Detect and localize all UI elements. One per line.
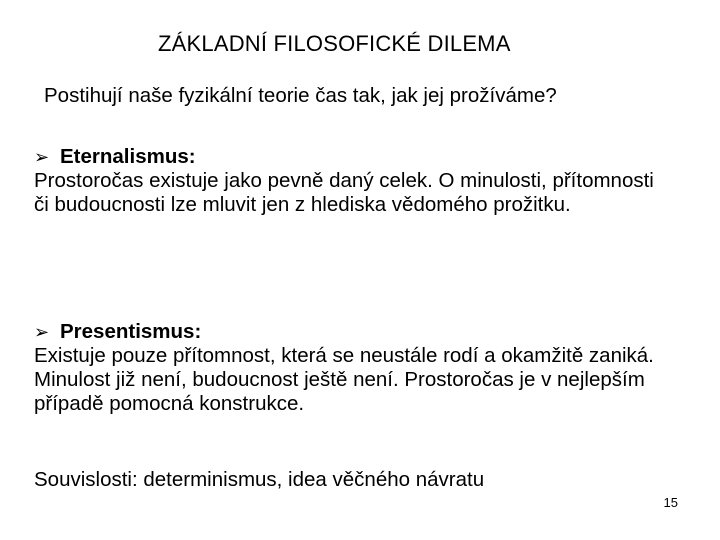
arrow-bullet-icon: ➢: [34, 322, 50, 342]
section-heading: Eternalismus:: [60, 145, 196, 168]
section-heading-line: [34, 145, 674, 169]
slide-question: Postihují naše fyzikální teorie čas tak, jak jej prožíváme?: [44, 84, 557, 107]
section-eternalismus: [34, 145, 674, 217]
section-heading-line: [34, 320, 674, 344]
section-text: Existuje pouze přítomnost, která se neustále rodí a okamžitě zaniká. Minulost již není, budoucnost ještě není. Prostoročas je v nejlepším případě pomocná konstrukce.: [34, 344, 654, 415]
arrow-bullet-icon: ➢: [34, 147, 50, 167]
section-presentismus: [34, 320, 674, 416]
slide-title: ZÁKLADNÍ FILOSOFICKÉ DILEMA: [158, 31, 511, 56]
section-text: Prostoročas existuje jako pevně daný celek. O minulosti, přítomnosti či budoucnosti lze mluvit jen z hlediska vědomého prožitku.: [34, 169, 654, 216]
page-number: 15: [663, 495, 678, 510]
section-heading: Presentismus:: [60, 320, 202, 343]
related-topics: Souvislosti: determinismus, idea věčného návratu: [34, 468, 485, 491]
